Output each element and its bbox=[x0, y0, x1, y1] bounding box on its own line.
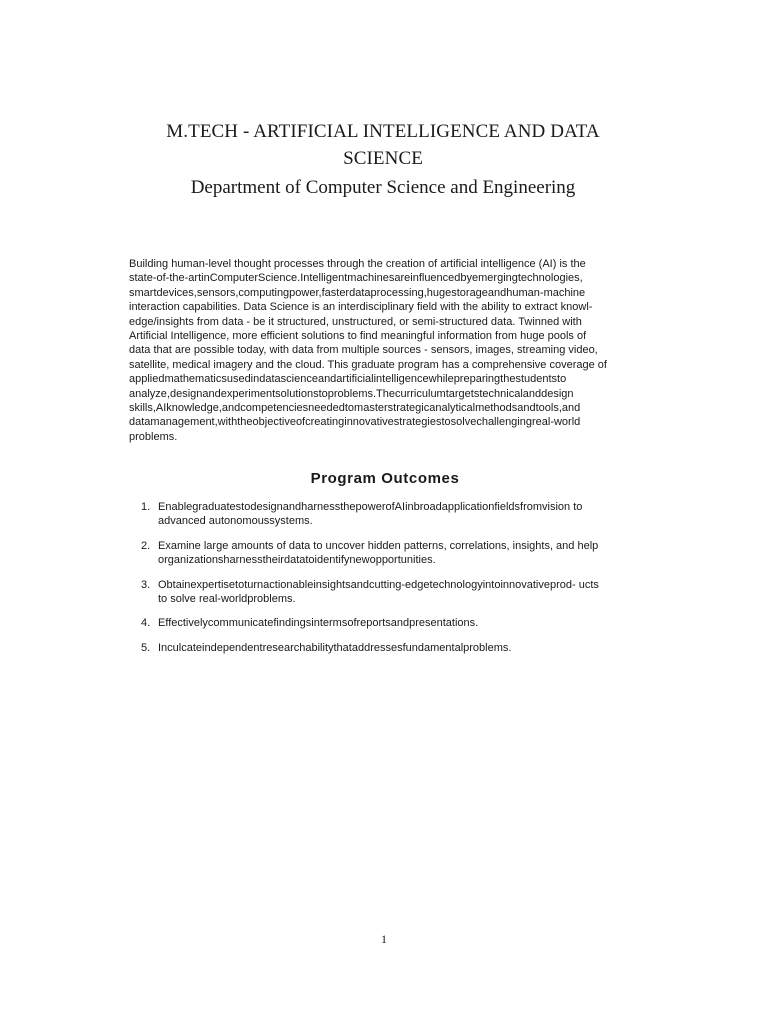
outcome-number: 1. bbox=[141, 501, 151, 513]
title-block bbox=[100, 118, 666, 201]
intro-line: Building human-level thought processes through the creation of artificial intelligence (AI) is the bbox=[129, 258, 586, 270]
outcome-line: to solve real-worldproblems. bbox=[158, 593, 296, 606]
outcome-item bbox=[141, 641, 641, 655]
intro-line: data that are possible today, with data from multiple sources - sensors, images, streaming video, bbox=[129, 344, 598, 357]
outcome-number: 2. bbox=[141, 539, 151, 552]
outcome-text bbox=[158, 539, 598, 568]
intro-line: state-of-the-artinComputerScience.Intelligentmachinesareinfluencedbyemergingtechnologies, bbox=[129, 272, 583, 285]
page-number: 1 bbox=[381, 932, 387, 946]
outcome-line: Obtainexpertisetoturnactionableinsightsandcutting-edgetechnologyintoinnovativeprod- ucts bbox=[158, 578, 599, 591]
outcome-line: EnablegraduatestodesignandharnessthepowerofAIinbroadapplicationfieldsfromvision to bbox=[158, 501, 583, 513]
program-outcomes-heading: Program Outcomes bbox=[310, 470, 460, 487]
intro-paragraph bbox=[129, 257, 641, 444]
outcome-line: Inculcateindependentresearchabilitythataddressesfundamentalproblems. bbox=[158, 641, 512, 654]
intro-line: datamanagement,withtheobjectiveofcreatinginnovativestrategiestosolvechallengingreal-world bbox=[129, 416, 581, 429]
intro-line: interaction capabilities. Data Science is an interdisciplinary field with the ability to extract knowl- bbox=[129, 301, 593, 314]
outcome-text bbox=[158, 641, 511, 655]
outcome-item bbox=[141, 616, 641, 630]
program-title-line-1: M.TECH - ARTIFICIAL INTELLIGENCE AND DATA bbox=[166, 121, 600, 142]
outcome-number: 4. bbox=[141, 617, 151, 630]
outcome-line: Effectivelycommunicatefindingsintermsofreportsandpresentations. bbox=[158, 617, 479, 630]
intro-line: appliedmathematicsusedindatascienceandartificialintelligencewhilepreparingthestudentsto bbox=[129, 373, 567, 386]
intro-line: analyze,designandexperimentsolutionstoproblems.Thecurriculumtargetstechnicalanddesign bbox=[129, 387, 574, 400]
outcome-line: Examine large amounts of data to uncover hidden patterns, correlations, insights, and help bbox=[158, 539, 599, 552]
outcome-text bbox=[158, 578, 599, 607]
program-title-line-2: SCIENCE bbox=[343, 148, 423, 169]
intro-line: smartdevices,sensors,computingpower,fasterdataprocessing,hugestorageandhuman-machine bbox=[129, 286, 586, 299]
outcome-number: 3. bbox=[141, 578, 151, 591]
intro-line: Artificial Intelligence, more efficient solutions to find meaningful information from huge pools of bbox=[129, 330, 587, 343]
outcome-text bbox=[158, 616, 478, 630]
department-name: Department of Computer Science and Engineering bbox=[190, 177, 576, 198]
outcome-number: 5. bbox=[141, 641, 151, 654]
outcome-item bbox=[141, 539, 641, 568]
intro-line: skills,AIknowledge,andcompetenciesneededtomasterstrategicanalyticalmethodsandtools,and bbox=[129, 402, 581, 415]
outcome-text bbox=[158, 500, 582, 529]
intro-line: edge/insights from data - be it structured, unstructured, or semi-structured data. Twinned with bbox=[129, 315, 582, 328]
outcome-item bbox=[141, 500, 641, 529]
intro-line: problems. bbox=[129, 430, 178, 443]
outcome-line: advanced autonomoussystems. bbox=[158, 515, 313, 528]
intro-line: satellite, medical imagery and the cloud. This graduate program has a comprehensive coverage of bbox=[129, 358, 607, 371]
program-outcomes-list bbox=[141, 500, 641, 665]
outcome-item bbox=[141, 578, 641, 607]
outcome-line: organizationsharnesstheirdatatoidentifynewopportunities. bbox=[158, 554, 436, 567]
